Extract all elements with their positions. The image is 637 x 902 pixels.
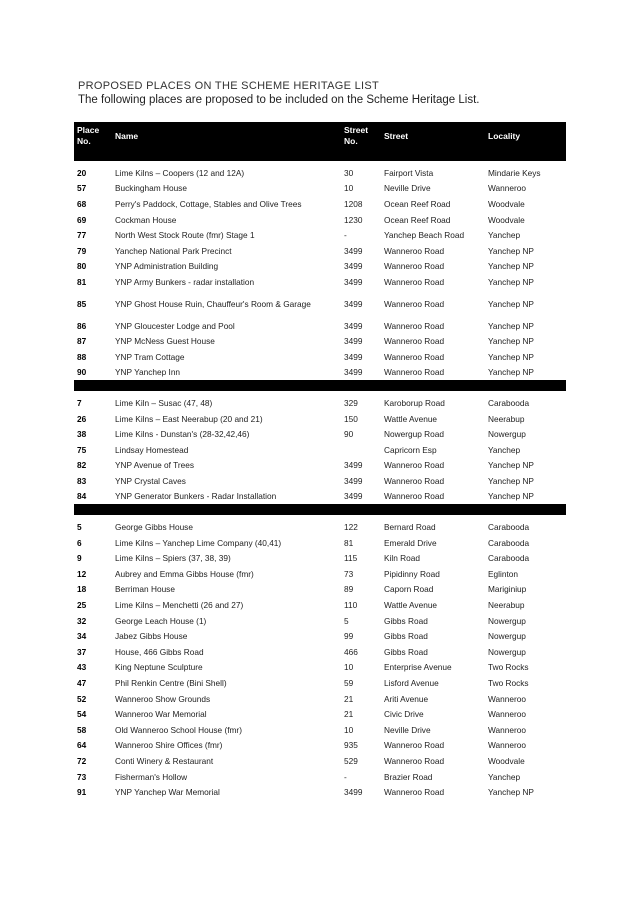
header-street: Street — [381, 122, 485, 150]
cell-place-no: 81 — [77, 276, 87, 287]
cell-street: Ocean Reef Road — [384, 198, 451, 209]
cell-street-no: 89 — [344, 584, 354, 595]
cell-street-no: 21 — [344, 709, 354, 720]
table-row — [74, 613, 566, 629]
cell-name: George Leach House (1) — [115, 615, 207, 626]
cell-street: Wattle Avenue — [384, 413, 438, 424]
cell-locality: Nowergup — [488, 615, 526, 626]
cell-street-no: 59 — [344, 678, 354, 689]
section-divider-bar — [74, 504, 566, 515]
cell-locality: Yanchep NP — [488, 245, 534, 256]
cell-locality: Two Rocks — [488, 678, 529, 689]
cell-name: YNP Avenue of Trees — [115, 460, 195, 471]
cell-street: Wanneroo Road — [384, 367, 445, 378]
table-row — [74, 395, 566, 411]
table-body — [74, 150, 566, 800]
cell-street-no: 3499 — [344, 475, 363, 486]
cell-street: Nowergup Road — [384, 429, 444, 440]
table-row — [74, 535, 566, 551]
cell-street: Pipidinny Road — [384, 568, 440, 579]
cell-street: Wanneroo Road — [384, 261, 445, 272]
cell-place-no: 75 — [77, 444, 87, 455]
cell-place-no: 6 — [77, 537, 82, 548]
cell-street: Ocean Reef Road — [384, 214, 451, 225]
table-row — [74, 706, 566, 722]
cell-street: Wanneroo Road — [384, 755, 445, 766]
cell-locality: Woodvale — [488, 755, 525, 766]
table-row — [74, 411, 566, 427]
cell-name: King Neptune Sculpture — [115, 662, 203, 673]
cell-street: Karoborup Road — [384, 397, 445, 408]
cell-locality: Wanneroo — [488, 709, 526, 720]
cell-street: Kiln Road — [384, 553, 420, 564]
table-row — [74, 753, 566, 769]
table-row — [74, 784, 566, 800]
cell-street-no: 329 — [344, 397, 358, 408]
header-place-no: Place No. — [74, 122, 112, 150]
cell-street-no: 10 — [344, 724, 354, 735]
cell-locality: Nowergup — [488, 429, 526, 440]
cell-locality: Wanneroo — [488, 183, 526, 194]
cell-street-no: 466 — [344, 646, 358, 657]
cell-name: Aubrey and Emma Gibbs House (fmr) — [115, 568, 254, 579]
cell-street: Wanneroo Road — [384, 298, 445, 309]
cell-place-no: 90 — [77, 367, 87, 378]
cell-place-no: 69 — [77, 214, 87, 225]
cell-street-no: 3499 — [344, 298, 363, 309]
cell-street: Wanneroo Road — [384, 351, 445, 362]
cell-name: Lime Kiln – Susac (47, 48) — [115, 397, 213, 408]
cell-place-no: 43 — [77, 662, 87, 673]
cell-street-no: 3499 — [344, 245, 363, 256]
cell-street-no: 81 — [344, 537, 354, 548]
cell-street: Wanneroo Road — [384, 787, 445, 798]
cell-street-no: 935 — [344, 740, 358, 751]
table-row — [74, 473, 566, 489]
cell-name: YNP Tram Cottage — [115, 351, 185, 362]
table-row — [74, 597, 566, 613]
cell-street: Wanneroo Road — [384, 491, 445, 502]
table-row — [74, 769, 566, 785]
cell-place-no: 73 — [77, 771, 87, 782]
cell-locality: Carabooda — [488, 397, 530, 408]
cell-name: Wanneroo War Memorial — [115, 709, 207, 720]
cell-street-no: 150 — [344, 413, 358, 424]
cell-name: Buckingham House — [115, 183, 187, 194]
table-row — [74, 660, 566, 676]
cell-place-no: 88 — [77, 351, 87, 362]
cell-name: Conti Winery & Restaurant — [115, 755, 214, 766]
cell-place-no: 26 — [77, 413, 87, 424]
table-row — [74, 582, 566, 598]
cell-name: George Gibbs House — [115, 522, 193, 533]
cell-place-no: 12 — [77, 568, 87, 579]
cell-name: Lime Kilns – East Neerabup (20 and 21) — [115, 413, 263, 424]
cell-street: Wanneroo Road — [384, 245, 445, 256]
header-street-no: Street No. — [341, 122, 381, 150]
table-row — [74, 212, 566, 228]
cell-locality: Wanneroo — [488, 724, 526, 735]
cell-street: Wanneroo Road — [384, 320, 445, 331]
cell-name: YNP Crystal Caves — [115, 475, 186, 486]
cell-street: Ariti Avenue — [384, 693, 429, 704]
cell-street-no: 3499 — [344, 320, 363, 331]
cell-street: Gibbs Road — [384, 646, 428, 657]
cell-locality: Wanneroo — [488, 740, 526, 751]
cell-street-no: 99 — [344, 631, 354, 642]
cell-name: Berriman House — [115, 584, 175, 595]
cell-name: Wanneroo Shire Offices (fmr) — [115, 740, 223, 751]
table-header — [74, 122, 566, 150]
cell-name: YNP Yanchep War Memorial — [115, 787, 220, 798]
cell-locality: Carabooda — [488, 537, 530, 548]
cell-place-no: 34 — [77, 631, 87, 642]
table-row — [74, 274, 566, 290]
cell-street: Enterprise Avenue — [384, 662, 452, 673]
cell-place-no: 72 — [77, 755, 87, 766]
table-row — [74, 442, 566, 458]
table-row — [74, 365, 566, 381]
cell-street-no: 3499 — [344, 336, 363, 347]
table-row — [74, 722, 566, 738]
table-row — [74, 550, 566, 566]
table-row — [74, 628, 566, 644]
cell-street-no: - — [344, 771, 347, 782]
header-locality: Locality — [485, 122, 566, 150]
cell-street-no: - — [344, 230, 347, 241]
cell-street-no: 110 — [344, 600, 358, 611]
cell-locality: Eglinton — [488, 568, 518, 579]
cell-place-no: 47 — [77, 678, 87, 689]
cell-place-no: 57 — [77, 183, 87, 194]
cell-street: Neville Drive — [384, 183, 431, 194]
cell-name: Old Wanneroo School House (fmr) — [115, 724, 242, 735]
section-divider-bar — [74, 380, 566, 391]
cell-name: Phil Renkin Centre (Bini Shell) — [115, 678, 227, 689]
cell-name: YNP Gloucester Lodge and Pool — [115, 320, 235, 331]
cell-street: Wanneroo Road — [384, 336, 445, 347]
cell-street: Bernard Road — [384, 522, 436, 533]
table-row — [74, 349, 566, 365]
cell-locality: Woodvale — [488, 198, 525, 209]
cell-street-no: 90 — [344, 429, 354, 440]
cell-street: Fairport Vista — [384, 167, 434, 178]
cell-street: Wanneroo Road — [384, 460, 445, 471]
cell-locality: Yanchep NP — [488, 351, 534, 362]
cell-street-no: 3499 — [344, 367, 363, 378]
cell-locality: Yanchep NP — [488, 460, 534, 471]
cell-locality: Yanchep NP — [488, 367, 534, 378]
cell-name: Lime Kilns – Coopers (12 and 12A) — [115, 167, 245, 178]
cell-locality: Neerabup — [488, 600, 525, 611]
cell-street-no: 10 — [344, 662, 354, 673]
cell-street-no: 10 — [344, 183, 354, 194]
cell-name: YNP Administration Building — [115, 261, 219, 272]
cell-name: Yanchep National Park Precinct — [115, 245, 232, 256]
cell-place-no: 52 — [77, 693, 87, 704]
section-divider-bar — [74, 150, 566, 161]
cell-place-no: 5 — [77, 522, 82, 533]
cell-place-no: 20 — [77, 167, 87, 178]
cell-name: North West Stock Route (fmr) Stage 1 — [115, 230, 255, 241]
cell-street: Wanneroo Road — [384, 740, 445, 751]
cell-street-no: 5 — [344, 615, 349, 626]
cell-place-no: 91 — [77, 787, 87, 798]
table-row — [74, 318, 566, 334]
section-divider — [74, 380, 566, 391]
cell-locality: Carabooda — [488, 553, 530, 564]
table-row — [74, 196, 566, 212]
cell-locality: Neerabup — [488, 413, 525, 424]
cell-street: Emerald Drive — [384, 537, 437, 548]
cell-name: Lime Kilns - Dunstan's (28-32,42,46) — [115, 429, 250, 440]
cell-locality: Yanchep — [488, 230, 521, 241]
cell-name: Cockman House — [115, 214, 177, 225]
cell-place-no: 80 — [77, 261, 87, 272]
cell-locality: Yanchep — [488, 771, 521, 782]
cell-street-no: 3499 — [344, 491, 363, 502]
section-divider — [74, 150, 566, 161]
cell-street: Neville Drive — [384, 724, 431, 735]
cell-name: YNP Yanchep Inn — [115, 367, 181, 378]
cell-street-no: 3499 — [344, 261, 363, 272]
cell-name: Perry's Paddock, Cottage, Stables and Olive Trees — [115, 198, 302, 209]
cell-street: Gibbs Road — [384, 615, 428, 626]
cell-place-no: 7 — [77, 397, 82, 408]
cell-street-no: 1230 — [344, 214, 363, 225]
cell-locality: Yanchep NP — [488, 787, 534, 798]
cell-street-no: 3499 — [344, 276, 363, 287]
cell-name: Fisherman's Hollow — [115, 771, 188, 782]
cell-street: Brazier Road — [384, 771, 433, 782]
table-row — [74, 738, 566, 754]
cell-locality: Yanchep — [488, 444, 521, 455]
cell-street-no: 529 — [344, 755, 358, 766]
cell-name: Lime Kilns – Yanchep Lime Company (40,41) — [115, 537, 282, 548]
cell-place-no: 79 — [77, 245, 87, 256]
cell-place-no: 18 — [77, 584, 87, 595]
table-row — [74, 675, 566, 691]
cell-locality: Yanchep NP — [488, 276, 534, 287]
cell-street: Caporn Road — [384, 584, 434, 595]
cell-street-no: 30 — [344, 167, 354, 178]
table-row — [74, 691, 566, 707]
cell-name: YNP Army Bunkers - radar installation — [115, 276, 255, 287]
cell-place-no: 58 — [77, 724, 87, 735]
cell-place-no: 85 — [77, 298, 87, 309]
table-row — [74, 644, 566, 660]
cell-locality: Nowergup — [488, 631, 526, 642]
cell-name: Lindsay Homestead — [115, 444, 189, 455]
cell-street: Civic Drive — [384, 709, 424, 720]
cell-place-no: 87 — [77, 336, 87, 347]
cell-street: Wanneroo Road — [384, 276, 445, 287]
cell-street: Lisford Avenue — [384, 678, 439, 689]
cell-place-no: 32 — [77, 615, 87, 626]
cell-place-no: 25 — [77, 600, 87, 611]
document-subtitle: The following places are proposed to be included on the Scheme Heritage List. — [78, 94, 480, 106]
table-row — [74, 519, 566, 535]
table-row — [74, 489, 566, 505]
cell-street-no: 3499 — [344, 460, 363, 471]
cell-place-no: 68 — [77, 198, 87, 209]
table-row — [74, 566, 566, 582]
cell-name: YNP McNess Guest House — [115, 336, 215, 347]
table-row — [74, 426, 566, 442]
cell-street-no — [341, 442, 381, 458]
cell-street-no: 115 — [344, 553, 358, 564]
table-row — [74, 458, 566, 474]
table-row — [74, 259, 566, 275]
cell-locality: Yanchep NP — [488, 491, 534, 502]
cell-name: YNP Ghost House Ruin, Chauffeur's Room & Garage — [115, 298, 311, 309]
cell-locality: Two Rocks — [488, 662, 529, 673]
cell-street-no: 122 — [344, 522, 358, 533]
cell-place-no: 82 — [77, 460, 87, 471]
cell-name: Lime Kilns – Spiers (37, 38, 39) — [115, 553, 231, 564]
cell-street: Wattle Avenue — [384, 600, 438, 611]
cell-locality: Nowergup — [488, 646, 526, 657]
cell-place-no: 86 — [77, 320, 87, 331]
cell-locality: Yanchep NP — [488, 320, 534, 331]
cell-locality: Carabooda — [488, 522, 530, 533]
cell-locality: Yanchep NP — [488, 336, 534, 347]
table-row — [74, 227, 566, 243]
cell-place-no: 38 — [77, 429, 87, 440]
cell-name: YNP Generator Bunkers - Radar Installation — [115, 491, 277, 502]
cell-locality: Woodvale — [488, 214, 525, 225]
cell-locality: Yanchep NP — [488, 298, 534, 309]
header-name: Name — [112, 122, 341, 150]
cell-street: Wanneroo Road — [384, 475, 445, 486]
document-title: PROPOSED PLACES ON THE SCHEME HERITAGE LIST — [78, 80, 379, 92]
cell-street: Gibbs Road — [384, 631, 428, 642]
cell-place-no: 64 — [77, 740, 87, 751]
table-row — [74, 333, 566, 349]
cell-street-no: 3499 — [344, 351, 363, 362]
cell-street-no: 1208 — [344, 198, 363, 209]
cell-name: House, 466 Gibbs Road — [115, 646, 204, 657]
cell-place-no: 83 — [77, 475, 87, 486]
cell-locality: Yanchep NP — [488, 475, 534, 486]
table-row — [74, 243, 566, 259]
cell-locality: Mariginiup — [488, 584, 527, 595]
cell-place-no: 77 — [77, 230, 87, 241]
cell-locality: Wanneroo — [488, 693, 526, 704]
cell-place-no: 37 — [77, 646, 87, 657]
cell-street-no: 73 — [344, 568, 354, 579]
cell-street: Yanchep Beach Road — [384, 230, 465, 241]
cell-street-no: 21 — [344, 693, 354, 704]
table-row — [74, 181, 566, 197]
cell-name: Lime Kilns – Menchetti (26 and 27) — [115, 600, 244, 611]
table-row — [74, 290, 566, 318]
heritage-table — [74, 122, 566, 800]
cell-locality: Mindarie Keys — [488, 167, 541, 178]
table-row — [74, 165, 566, 181]
section-divider — [74, 504, 566, 515]
cell-street-no: 3499 — [344, 787, 363, 798]
cell-street: Capricorn Esp — [384, 444, 437, 455]
cell-name: Jabez Gibbs House — [115, 631, 188, 642]
cell-place-no: 54 — [77, 709, 87, 720]
cell-place-no: 9 — [77, 553, 82, 564]
cell-locality: Yanchep NP — [488, 261, 534, 272]
cell-place-no: 84 — [77, 491, 87, 502]
cell-name: Wanneroo Show Grounds — [115, 693, 211, 704]
